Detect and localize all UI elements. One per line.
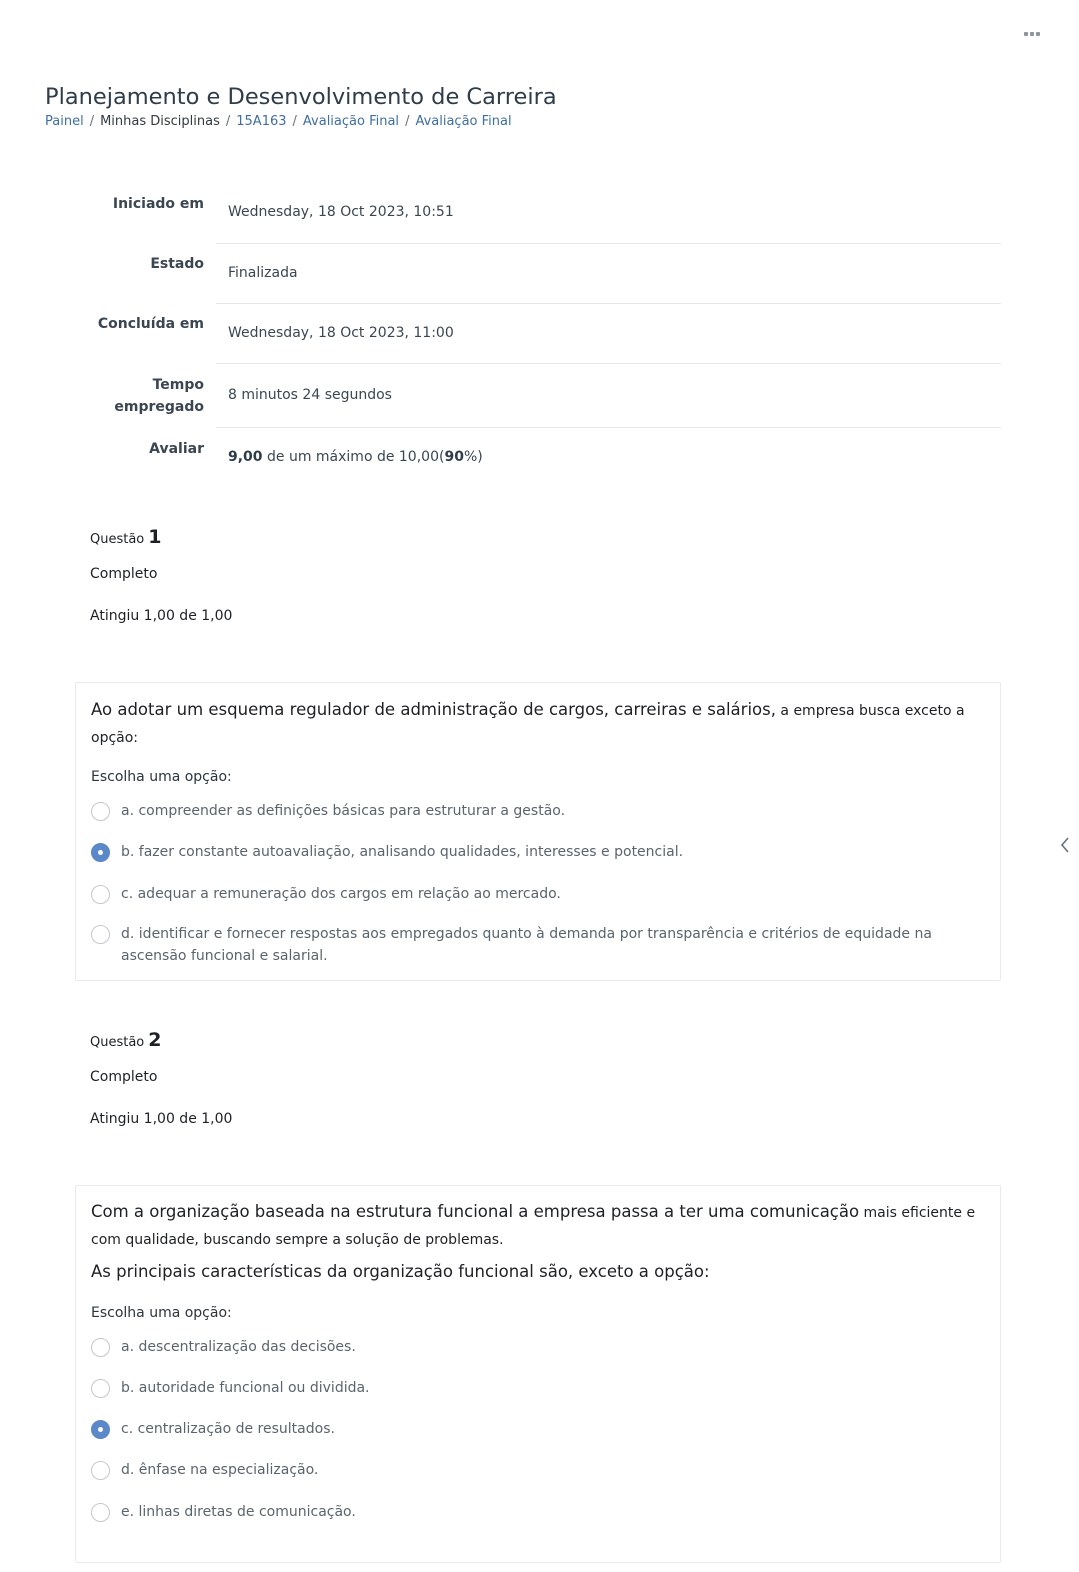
question-2-info [90, 1029, 232, 1127]
radio-button[interactable] [91, 1503, 110, 1522]
chevron-left-icon[interactable] [1058, 836, 1072, 854]
time-label: Tempo empregado [114, 377, 204, 415]
answer-option-c[interactable]: c. centralização de resultados. [91, 1418, 985, 1440]
question-status: Completo [90, 566, 158, 582]
question-text: Com a organização baseada na estrutura funcional a empresa passa a ter uma comunicação mais eficiente e com qualidade, buscando sempre a solução de problemas. [91, 1202, 976, 1248]
radio-button[interactable] [91, 802, 110, 821]
question-status: Completo [90, 1069, 158, 1085]
answer-option-d[interactable]: d. identificar e fornecer respostas aos empregados quanto à demanda por transparência e critérios de equidade na ascensão funcional e salarial. [91, 923, 985, 967]
answer-option-d[interactable]: d. ênfase na especialização. [91, 1459, 985, 1481]
radio-button-selected[interactable] [91, 1420, 110, 1439]
question-mark: Atingiu 1,00 de 1,00 [90, 1111, 233, 1127]
summary-row-state [75, 244, 1001, 304]
radio-button[interactable] [91, 925, 110, 944]
radio-button[interactable] [91, 1338, 110, 1357]
summary-row-started [75, 183, 1001, 244]
breadcrumb-painel[interactable]: Painel [45, 114, 84, 129]
more-actions-icon[interactable] [1024, 29, 1042, 39]
radio-button-selected[interactable] [91, 843, 110, 862]
breadcrumb-quiz[interactable]: Avaliação Final [415, 114, 512, 129]
grade-label: Avaliar [149, 441, 204, 457]
question-2-content [75, 1185, 1001, 1563]
radio-button[interactable] [91, 1379, 110, 1398]
choose-option-prompt: Escolha uma opção: [91, 1305, 232, 1321]
breadcrumb-course[interactable]: 15A163 [236, 114, 287, 129]
summary-row-grade [75, 428, 1001, 488]
time-value: 8 minutos 24 segundos [216, 364, 1001, 428]
choose-option-prompt: Escolha uma opção: [91, 769, 232, 785]
answer-option-b[interactable]: b. autoridade funcional ou dividida. [91, 1377, 985, 1399]
started-label: Iniciado em [112, 196, 204, 212]
question-mark: Atingiu 1,00 de 1,00 [90, 608, 233, 624]
page-title: Planejamento e Desenvolvimento de Carreira [45, 84, 557, 110]
answer-option-a[interactable]: a. descentralização das decisões. [91, 1336, 985, 1358]
answer-option-a[interactable]: a. compreender as definições básicas para estruturar a gestão. [91, 800, 985, 822]
answer-option-b[interactable]: b. fazer constante autoavaliação, analisando qualidades, interesses e potencial. [91, 841, 985, 863]
state-value: Finalizada [216, 244, 1001, 304]
question-1-info [90, 526, 232, 624]
breadcrumb-minhas-disciplinas: Minhas Disciplinas [100, 114, 220, 129]
question-text-2: As principais características da organização funcional são, exceto a opção: [91, 1262, 710, 1281]
summary-row-time [75, 364, 1001, 428]
breadcrumb: Painel / Minhas Disciplinas / 15A163 / Avaliação Final / Avaliação Final [45, 114, 512, 129]
attempt-summary-table [75, 183, 1001, 488]
completed-label: Concluída em [97, 316, 204, 332]
question-text: Ao adotar um esquema regulador de administração de cargos, carreiras e salários, a empresa busca exceto a opção: [91, 700, 965, 746]
answer-option-e[interactable]: e. linhas diretas de comunicação. [91, 1501, 985, 1523]
question-number: Questão 1 [90, 526, 162, 548]
answer-option-c[interactable]: c. adequar a remuneração dos cargos em relação ao mercado. [91, 883, 985, 905]
started-value: Wednesday, 18 Oct 2023, 10:51 [216, 183, 1001, 244]
breadcrumb-section[interactable]: Avaliação Final [302, 114, 400, 129]
state-label: Estado [150, 256, 204, 272]
grade-value: 9,00 de um máximo de 10,00(90%) [228, 449, 483, 465]
summary-row-completed [75, 304, 1001, 364]
completed-value: Wednesday, 18 Oct 2023, 11:00 [216, 304, 1001, 364]
question-1-content [75, 682, 1001, 981]
radio-button[interactable] [91, 885, 110, 904]
radio-button[interactable] [91, 1461, 110, 1480]
question-number: Questão 2 [90, 1029, 162, 1051]
